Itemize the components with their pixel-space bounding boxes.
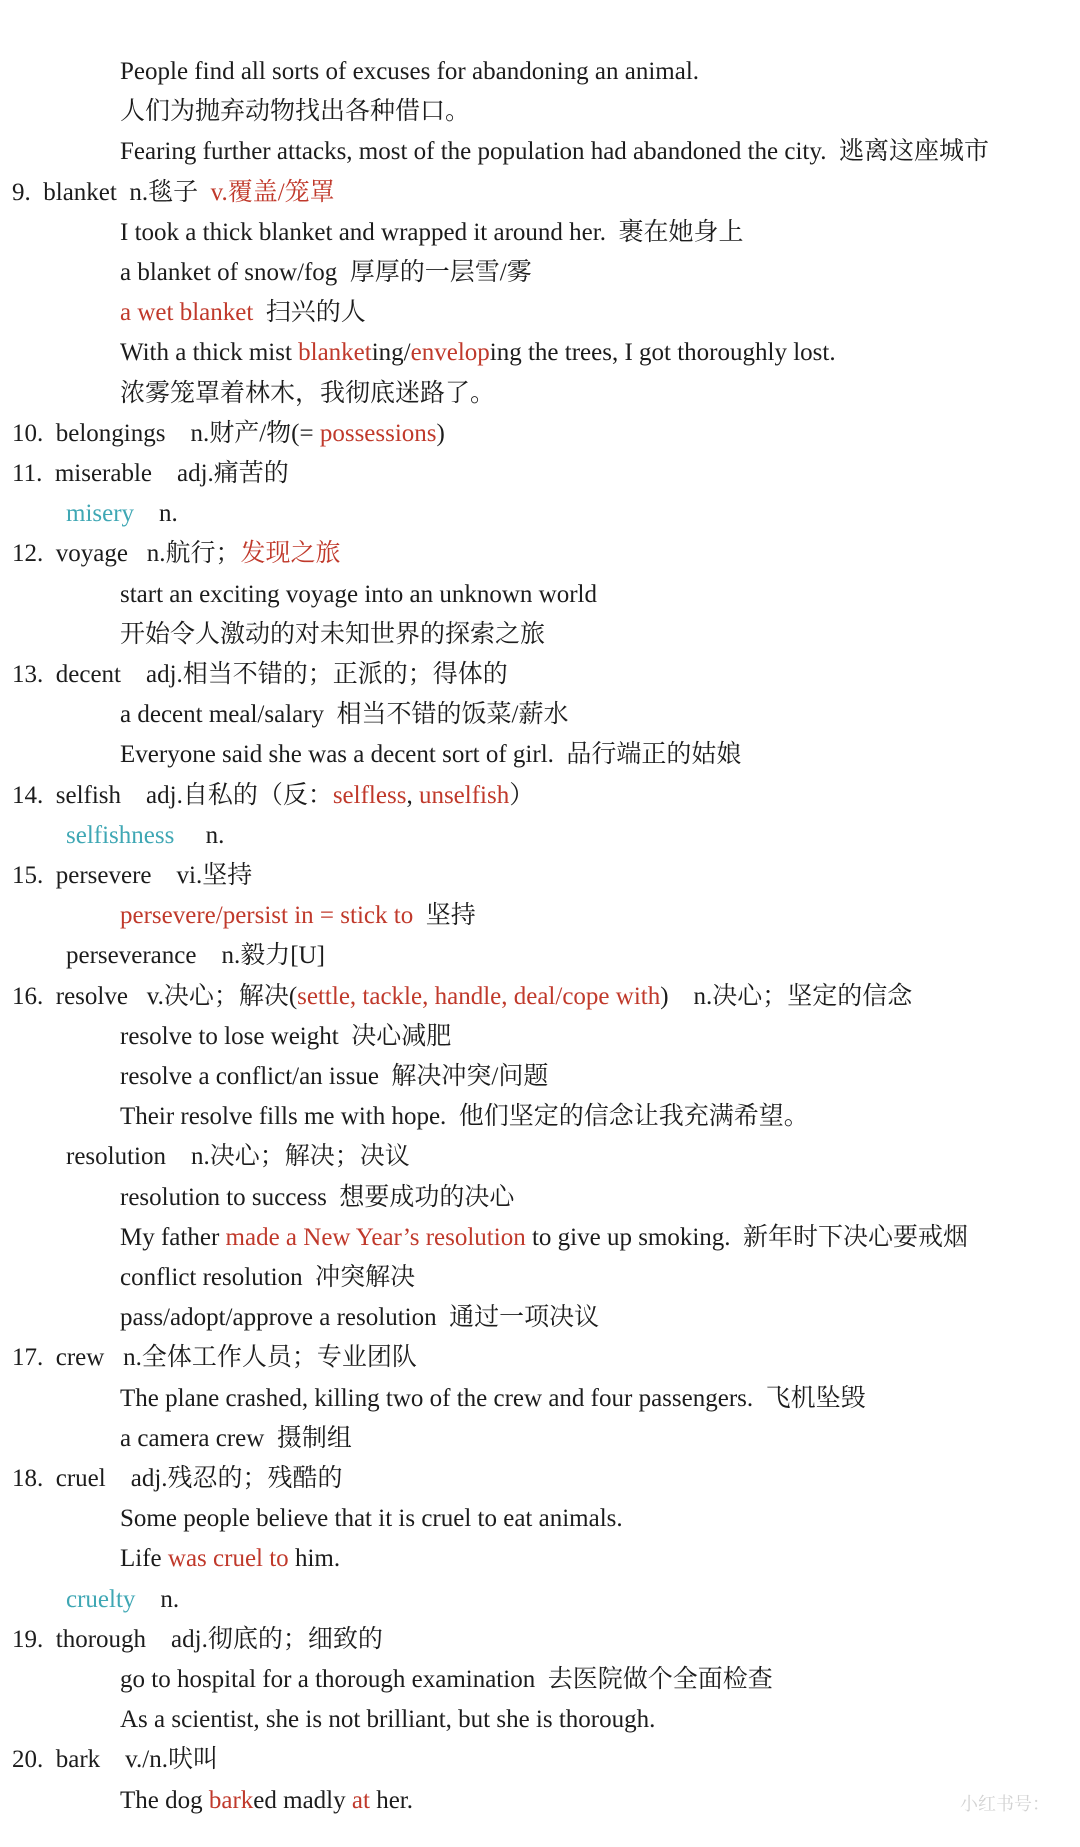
- vocab-entry-headword-line: [0, 414, 1080, 454]
- vocab-example-line: [0, 253, 1080, 293]
- text-segment: n.财产/物(=: [165, 419, 320, 447]
- highlight-red-text: v.覆盖/笼罩: [210, 178, 335, 206]
- text-segment: start an exciting voyage into an unknown world: [120, 580, 597, 608]
- text-segment: 18. cruel: [12, 1465, 106, 1492]
- highlight-red-text: unselfish: [418, 781, 510, 809]
- text-segment: 浓雾笼罩着林木，我彻底迷路了。: [120, 379, 496, 407]
- text-segment: ）: [509, 781, 535, 809]
- vocab-entry-headword-line: [0, 1338, 1080, 1378]
- text-segment: 10. belongings: [12, 419, 166, 447]
- text-segment: conflict resolution 冲突解决: [120, 1264, 416, 1291]
- vocab-derivative-line: [0, 1137, 1080, 1177]
- text-segment: n.: [174, 821, 225, 849]
- text-segment: adj.彻底的；细致的: [146, 1625, 383, 1653]
- highlight-red-text: settle, tackle, handle, deal/cope with: [297, 982, 661, 1010]
- highlight-red-text: was cruel to: [167, 1545, 289, 1573]
- vocab-example-line: [0, 695, 1080, 735]
- text-segment: 扫兴的人: [253, 299, 366, 327]
- highlight-red-text: blanket: [298, 339, 372, 367]
- text-segment: With a thick mist: [120, 339, 299, 367]
- vocab-derivative-line: [0, 1580, 1080, 1620]
- vocab-example-line: [0, 374, 1080, 414]
- vocab-example-line: [0, 1097, 1080, 1137]
- vocab-example-line: [0, 213, 1080, 253]
- text-segment: n.: [135, 1585, 180, 1613]
- text-segment: 17. crew: [12, 1344, 105, 1372]
- text-segment: Everyone said she was a decent sort of girl. 品行端正的姑娘: [120, 741, 742, 769]
- vocab-example-line: [0, 1781, 1080, 1821]
- vocab-derivative-line: [0, 936, 1080, 976]
- vocab-example-line: [0, 1379, 1080, 1419]
- vocab-entry-headword-line: [0, 856, 1080, 896]
- derivative-word: misery: [66, 500, 135, 528]
- text-segment: I took a thick blanket and wrapped it around her. 裹在她身上: [120, 218, 744, 246]
- vocab-example-line: [0, 1539, 1080, 1579]
- vocab-example-line: [0, 1017, 1080, 1057]
- vocab-entry-headword-line: [0, 655, 1080, 695]
- text-segment: ing/: [371, 339, 411, 367]
- highlight-red-text: possessions: [319, 419, 437, 447]
- vocab-entry-headword-line: [0, 454, 1080, 494]
- text-segment: v./n.吠叫: [100, 1746, 218, 1774]
- text-segment: him.: [288, 1545, 341, 1573]
- text-segment: adj.自私的（反：: [121, 781, 333, 809]
- vocab-entry-headword-line: [0, 977, 1080, 1017]
- highlight-red-text: at: [351, 1786, 370, 1814]
- text-segment: adj.相当不错的；正派的；得体的: [120, 661, 508, 688]
- vocab-example-line: [0, 1218, 1080, 1258]
- vocab-entry-headword-line: [0, 1740, 1080, 1780]
- text-segment: Fearing further attacks, most of the population had abandoned the city. 逃离这座城市: [120, 138, 990, 166]
- vocab-example-line: [0, 1660, 1080, 1700]
- vocab-entry-headword-line: [0, 1620, 1080, 1660]
- highlight-red-text: made a New Year’s resolution: [225, 1223, 526, 1251]
- text-segment: Their resolve fills me with hope. 他们坚定的信念让我充满希望。: [120, 1103, 809, 1131]
- vocab-example-line: [0, 1298, 1080, 1338]
- text-segment: pass/adopt/approve a resolution 通过一项决议: [120, 1304, 600, 1332]
- vocab-example-line: [0, 1700, 1080, 1740]
- text-segment: v.决心；解决(: [127, 982, 298, 1010]
- vocab-example-line: [0, 333, 1080, 373]
- vocab-example-line: [0, 1178, 1080, 1218]
- watermark: 小红书号：: [960, 1794, 1050, 1814]
- text-segment: ,: [406, 781, 419, 809]
- text-segment: resolve a conflict/an issue 解决冲突/问题: [120, 1063, 549, 1090]
- text-segment: The dog: [120, 1786, 209, 1814]
- vocab-example-line: [0, 615, 1080, 655]
- vocab-entry-headword-line: [0, 534, 1080, 574]
- vocab-derivative-line: [0, 816, 1080, 856]
- vocab-example-line: [0, 1258, 1080, 1298]
- text-segment: her.: [369, 1786, 413, 1814]
- text-segment: 14. selfish: [12, 781, 122, 809]
- text-segment: a blanket of snow/fog 厚厚的一层雪/雾: [120, 259, 532, 286]
- vocab-example-line: [0, 52, 1080, 92]
- highlight-red-text: a wet blanket: [120, 299, 254, 327]
- text-segment: 20. bark: [12, 1746, 101, 1774]
- highlight-red-text: 发现之旅: [240, 540, 341, 568]
- text-segment: 坚持: [413, 902, 476, 930]
- vocab-example-line: [0, 1057, 1080, 1097]
- text-segment: The plane crashed, killing two of the crew and four passengers. 飞机坠毁: [120, 1384, 866, 1412]
- vocab-example-line: [0, 1499, 1080, 1539]
- highlight-red-text: bark: [208, 1786, 254, 1814]
- text-segment: 19. thorough: [12, 1625, 147, 1653]
- text-segment: 人们为抛弃动物找出各种借口。: [120, 98, 471, 126]
- highlight-red-text: persevere/persist in = stick to: [120, 902, 414, 930]
- text-segment: a camera crew 摄制组: [120, 1424, 352, 1452]
- text-segment: a decent meal/salary 相当不错的饭菜/薪水: [120, 701, 569, 729]
- vocab-entry-headword-line: [0, 173, 1080, 213]
- vocab-entry-headword-line: [0, 1459, 1080, 1499]
- text-segment: resolve to lose weight 决心减肥: [120, 1022, 452, 1050]
- text-segment: resolution n.决心；解决；决议: [66, 1143, 410, 1171]
- text-segment: 12. voyage: [12, 540, 128, 568]
- text-segment: n.航行；: [127, 540, 241, 568]
- text-segment: perseverance n.毅力[U]: [66, 942, 325, 970]
- text-segment: to give up smoking. 新年时下决心要戒烟: [525, 1223, 969, 1251]
- text-segment: As a scientist, she is not brilliant, but she is thorough.: [120, 1706, 656, 1734]
- text-segment: 11. miserable: [12, 460, 153, 487]
- text-segment: ): [436, 419, 445, 447]
- text-segment: ing the trees, I got thoroughly lost.: [489, 339, 836, 367]
- vocab-example-line: [0, 293, 1080, 333]
- vocab-example-line: [0, 132, 1080, 172]
- vocab-example-line: [0, 735, 1080, 775]
- text-segment: 15. persevere: [12, 862, 152, 889]
- text-segment: Some people believe that it is cruel to eat animals.: [120, 1505, 623, 1533]
- highlight-red-text: envelop: [410, 339, 490, 367]
- text-segment: ed madly: [253, 1786, 352, 1814]
- derivative-word: cruelty: [66, 1585, 136, 1613]
- text-segment: 13. decent: [12, 661, 121, 688]
- vocab-example-line: [0, 92, 1080, 132]
- text-segment: 开始令人激动的对未知世界的探索之旅: [120, 620, 546, 648]
- text-segment: Life: [120, 1545, 168, 1573]
- vocab-example-line: [0, 575, 1080, 615]
- text-segment: resolution to success 想要成功的决心: [120, 1183, 515, 1211]
- vocab-example-line: [0, 1419, 1080, 1459]
- vocab-derivative-line: [0, 494, 1080, 534]
- text-segment: My father: [120, 1223, 226, 1251]
- text-segment: 9. blanket: [12, 178, 117, 206]
- text-segment: adj.残忍的；残酷的: [105, 1465, 343, 1492]
- text-segment: n.毯子: [116, 178, 211, 206]
- text-segment: go to hospital for a thorough examination 去医院做个全面检查: [120, 1666, 773, 1693]
- derivative-word: selfishness: [66, 821, 175, 849]
- vocab-entry-headword-line: [0, 776, 1080, 816]
- vocab-example-line: [0, 896, 1080, 936]
- text-segment: vi.坚持: [151, 862, 253, 889]
- text-segment: 16. resolve: [12, 982, 128, 1010]
- text-segment: n.: [134, 500, 178, 528]
- text-segment: People find all sorts of excuses for abandoning an animal.: [120, 58, 700, 85]
- text-segment: adj.痛苦的: [152, 460, 289, 487]
- text-segment: ) n.决心；坚定的信念: [660, 982, 913, 1010]
- highlight-red-text: selfless: [332, 781, 407, 809]
- text-segment: n.全体工作人员；专业团队: [104, 1344, 417, 1372]
